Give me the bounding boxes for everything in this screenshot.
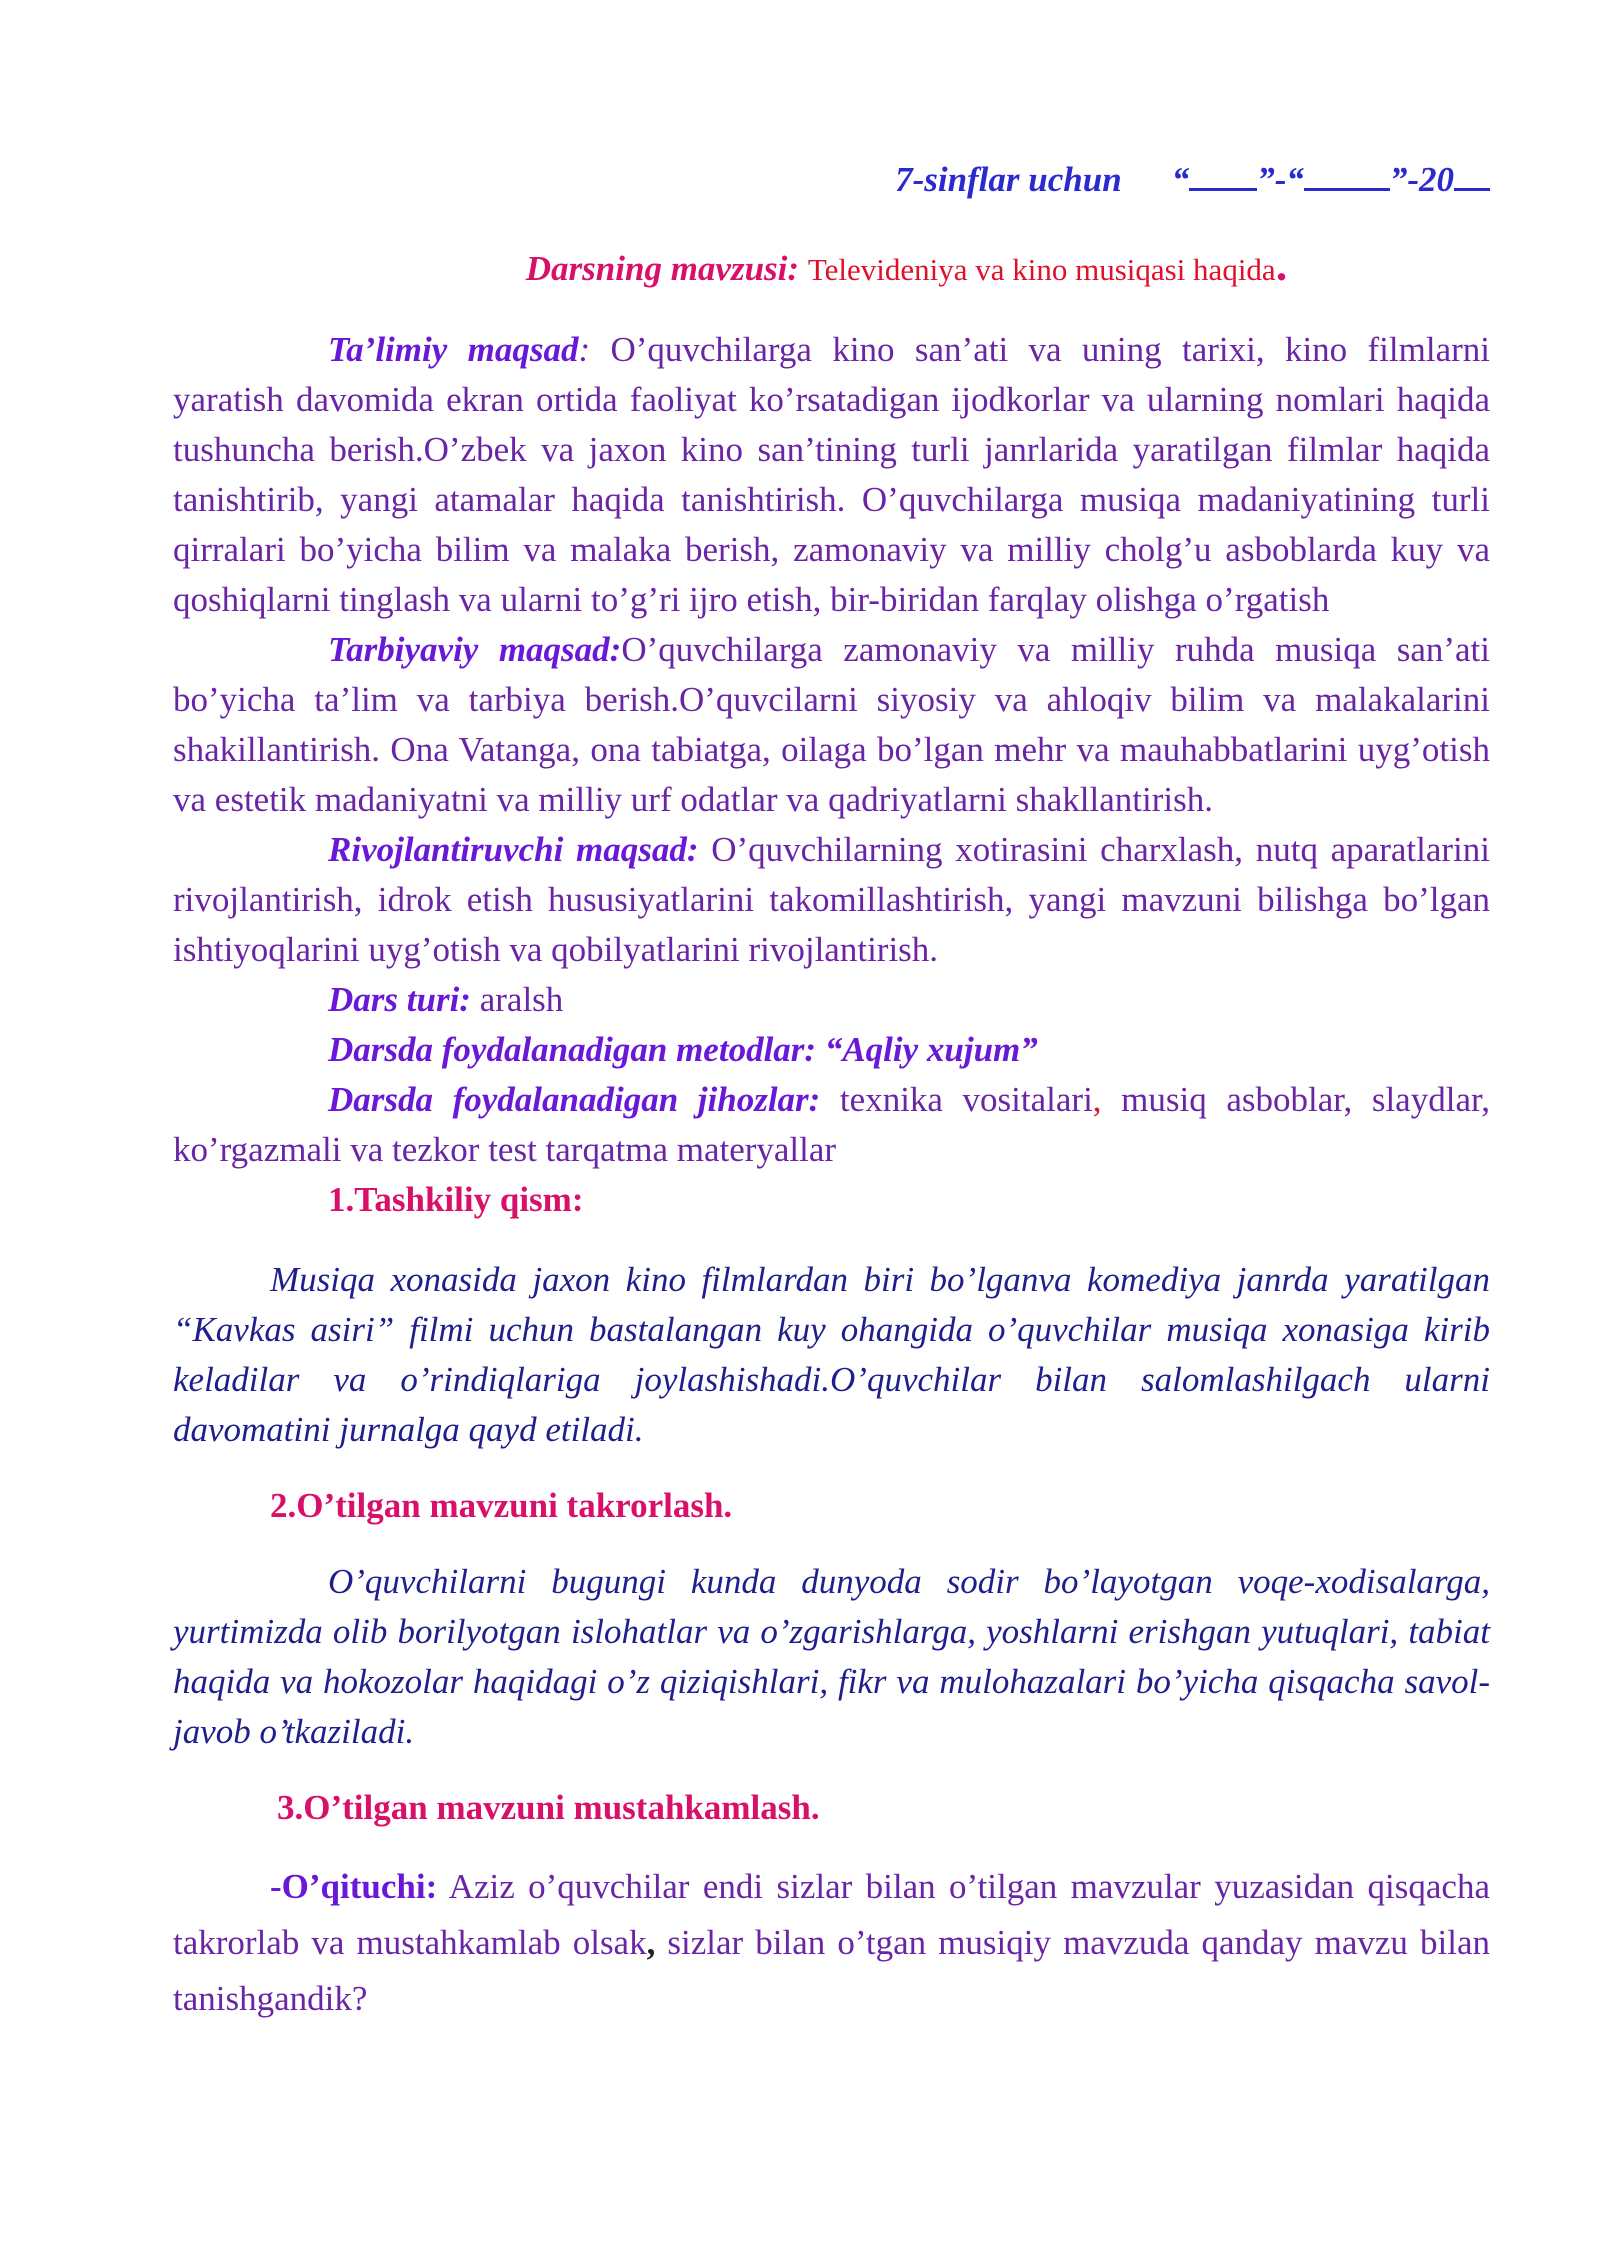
teacher-label: -O’qituchi:: [270, 1867, 438, 1906]
topic-value: Televideniya va kino musiqasi haqida: [807, 252, 1276, 287]
section1-text: Musiqa xonasida jaxon kino filmlardan biri bo’lganva komediya janrda yaratilgan “Kavkas asiri” filmi uchun bastalangan kuy ohangida o’quvchilar musiqa xonasiga kirib keladilar va o’rindiqlariga joylashishadi.O’quvchilar bilan salomlashilgach ularni davomatini jurnalga qayd etiladi.: [173, 1260, 1490, 1449]
dars-turi-value: aralsh: [470, 980, 564, 1019]
section3-text-b: sizlar bilan o’tgan musiqiy mavzuda qanday mavzu bilan tanishgandik?: [173, 1923, 1490, 2018]
tarbiyaviy-label: Tarbiyaviy maqsad:: [328, 630, 622, 669]
talimiy-paragraph: [173, 325, 1490, 625]
dars-turi-label: Dars turi:: [328, 980, 471, 1019]
lesson-plan: [173, 150, 1490, 2027]
jihozlar-comma: ,: [1092, 1080, 1102, 1119]
lesson-topic: [173, 240, 1490, 295]
talimiy-colon: :: [578, 330, 591, 369]
section3-paragraph: [173, 1859, 1490, 2027]
topic-dot: .: [1275, 239, 1288, 290]
jihozlar-text-a: texnika vositalari: [820, 1080, 1093, 1119]
tarbiyaviy-paragraph: [173, 625, 1490, 825]
date-mid: ”-“: [1257, 160, 1304, 199]
header-line: [173, 150, 1490, 200]
jihozlar-paragraph: [173, 1075, 1490, 1175]
metodlar-label: Darsda foydalanadigan metodlar: “Aqliy xujum”: [328, 1030, 1038, 1069]
month-blank: [1304, 150, 1390, 191]
day-blank: [1189, 150, 1257, 191]
date-quote: “: [1171, 160, 1190, 199]
section3-comma: ,: [646, 1923, 656, 1962]
grade-label: 7-sinflar uchun: [895, 160, 1122, 199]
rivojlantiruvchi-label: Rivojlantiruvchi maqsad:: [328, 830, 699, 869]
talimiy-text: O’quvchilarga kino san’ati va uning tarixi, kino filmlarni yaratish davomida ekran ortida faoliyat ko’rsatadigan ijodkorlar va ularning nomlari haqida tushuncha berish.O’zbek va jaxon kino san’tining turli janrlarida yaratilgan filmlar haqida tanishtirib, yangi atamalar haqida tanishtirish. O’quvchilarga musiqa madaniyatining turli qirralari bo’yicha bilim va malaka berish, zamonaviy va milliy cholg’u asboblarda kuy va qoshiqlarni tinglash va ularni to’g’ri ijro etish, bir-biridan farqlay olishga o’rgatish: [173, 330, 1490, 619]
year-prefix: ”-20: [1389, 160, 1454, 199]
dars-turi-line: [173, 975, 1490, 1025]
talimiy-label: Ta’limiy maqsad: [328, 330, 579, 369]
section3-text-a: Aziz o’quvchilar endi sizlar bilan o’tilgan mavzular yuzasidan qisqacha takrorlab va mustahkamlab olsak: [173, 1867, 1490, 1962]
jihozlar-label: Darsda foydalanadigan jihozlar:: [328, 1080, 821, 1119]
metodlar-line: [173, 1025, 1490, 1075]
tarbiyaviy-text: O’quvchilarga zamonaviy va milliy ruhda musiqa san’ati bo’yicha ta’lim va tarbiya berish.O’quvcilarni siyosiy va ahloqiv bilim va malakalarini shakillantirish. Ona Vatanga, ona tabiatga, oilaga bo’lgan mehr va mauhabbatlarini uyg’otish va estetik madaniyatni va milliy urf odatlar va qadriyatlarni shakllantirish.: [173, 630, 1490, 819]
jihozlar-text-b: musiq asboblar, slaydlar, ko’rgazmali va tezkor test tarqatma materyallar: [173, 1080, 1490, 1169]
rivojlantiruvchi-text: O’quvchilarning xotirasini charxlash, nutq aparatlarini rivojlantirish, idrok etish hususiyatlarini takomillashtirish, yangi mavzuni bilishga bo’lgan ishtiyoqlarini uyg’otish va qobilyatlarini rivojlantirish.: [173, 830, 1490, 969]
section2-heading: 2.O’tilgan mavzuni takrorlash.: [270, 1486, 733, 1525]
section1-heading: 1.Tashkiliy qism:: [328, 1180, 584, 1219]
section2-text: O’quvchilarni bugungi kunda dunyoda sodir bo’layotgan voqe-xodisalarga, yurtimizda olib borilyotgan islohatlar va o’zgarishlarga, yoshlarni erishgan yutuqlari, tabiat haqida va hokozolar haqidagi o’z qiziqishlari, fikr va mulohazalari bo’yicha qisqacha savol-javob o’tkaziladi.: [173, 1562, 1490, 1751]
topic-label: Darsning mavzusi:: [525, 249, 800, 288]
section3-heading: 3.O’tilgan mavzuni mustahkamlash.: [277, 1788, 820, 1827]
year-blank: [1454, 150, 1490, 191]
rivojlantiruvchi-paragraph: [173, 825, 1490, 975]
